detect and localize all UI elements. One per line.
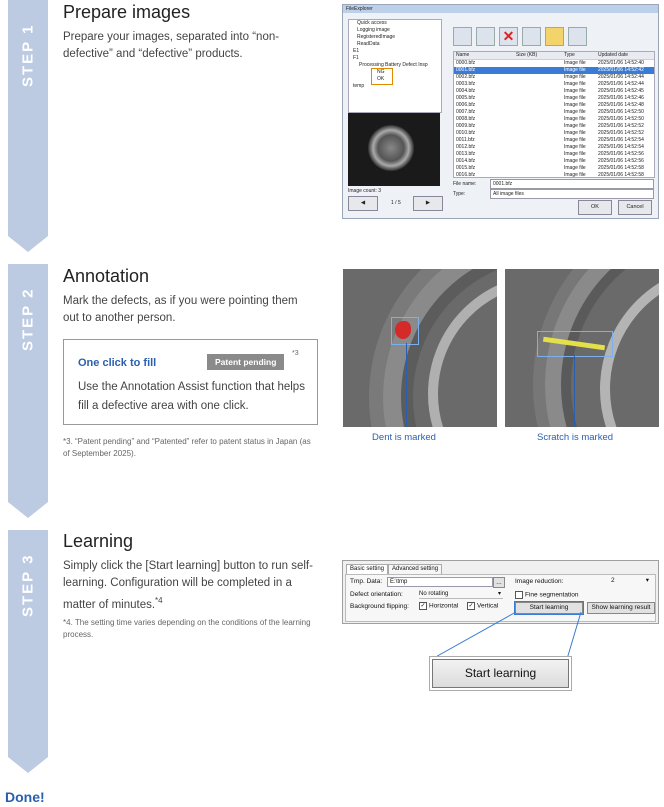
tree-item[interactable]: Processing Battery Defect Insp [359, 62, 428, 68]
defect-orientation-label: Defect orientation: [350, 591, 403, 598]
rename-icon[interactable] [522, 27, 541, 46]
pager: 1 / 5 [391, 200, 401, 206]
learning-settings-panel [342, 560, 659, 624]
file-cell-date: 2025/01/06 14:52:58 [598, 165, 644, 171]
image-reduction-label: Image reduction: [515, 578, 564, 585]
file-name-input[interactable]: 0001.bfz [490, 179, 654, 189]
checkbox-unchecked-icon [515, 591, 523, 599]
coin-image [368, 125, 414, 171]
fine-segmentation-checkbox[interactable] [515, 591, 578, 599]
delete-icon[interactable]: ✕ [499, 27, 518, 46]
file-cell-size [516, 102, 564, 109]
file-row[interactable] [454, 116, 654, 123]
patent-badge: Patent pending [207, 354, 284, 370]
file-cell-date: 2025/01/06 14:52:54 [598, 137, 644, 143]
tree-item-ok[interactable]: OK [377, 76, 385, 82]
step-2-title: Annotation [63, 266, 150, 286]
dent-leader-line [406, 343, 407, 427]
cancel-button[interactable]: Cancel [618, 200, 652, 215]
file-cell-type: Image file [564, 95, 586, 101]
file-cell-date: 2025/01/06 14:52:42 [598, 67, 644, 73]
file-row[interactable] [454, 130, 654, 137]
file-cell-size [516, 158, 564, 165]
file-cell-date: 2025/01/06 14:52:52 [598, 130, 644, 136]
file-cell-name: 0016.bfz [456, 172, 476, 178]
file-cell-type: Image file [564, 116, 586, 122]
col-type[interactable]: Type [564, 52, 575, 58]
tree-item[interactable]: Quick access [357, 20, 387, 26]
type-label: Type: [453, 191, 466, 197]
annotation-assist-callout [63, 339, 318, 425]
chevron-down-icon: ▾ [497, 591, 501, 597]
chevron-down-icon: ▾ [645, 577, 649, 584]
file-explorer-window [342, 4, 659, 219]
callout-text: Use the Annotation Assist function that helps fill a defective area with one click. [78, 381, 305, 412]
tree-item[interactable]: Logging image [357, 27, 390, 33]
step-1-text: Prepare your images, separated into “non-defective” and “defective” products. [63, 31, 280, 60]
tree-item[interactable]: ReadData [357, 41, 380, 47]
tab-basic-setting[interactable]: Basic setting [346, 564, 388, 574]
file-cell-date: 2025/01/06 14:52:46 [598, 95, 644, 101]
file-cell-date: 2025/01/06 14:52:50 [598, 109, 644, 115]
checkbox-checked-icon: ✓ [420, 603, 426, 609]
file-row[interactable] [454, 151, 654, 158]
file-cell-size [516, 95, 564, 102]
file-cell-name: 0014.bfz [456, 158, 476, 164]
file-cell-date: 2025/01/06 14:52:44 [598, 74, 644, 80]
file-cell-type: Image file [564, 151, 586, 157]
file-cell-name: 0000.bfz [456, 60, 476, 66]
file-cell-size [516, 74, 564, 81]
file-cell-size [516, 123, 564, 130]
file-list[interactable] [453, 51, 655, 178]
file-cell-name: 0003.bfz [456, 81, 476, 87]
dent-caption: Dent is marked [372, 432, 436, 443]
file-row[interactable] [454, 144, 654, 151]
step-3-note-ref: *4 [155, 596, 163, 605]
horizontal-label: Horizontal [429, 602, 459, 610]
step-3-title: Learning [63, 531, 134, 551]
file-cell-type: Image file [564, 88, 586, 94]
file-cell-date: 2025/01/06 14:52:45 [598, 88, 644, 94]
file-cell-date: 2025/01/06 14:52:48 [598, 102, 644, 108]
file-cell-type: Image file [564, 74, 586, 80]
file-row[interactable] [454, 172, 654, 178]
file-cell-date: 2025/01/06 14:52:50 [598, 116, 644, 122]
file-cell-size [516, 60, 564, 67]
scratch-caption: Scratch is marked [536, 432, 614, 443]
file-cell-name: 0012.bfz [456, 144, 476, 150]
image-count: Image count: 3 [348, 188, 382, 194]
prev-button[interactable]: ◀ [348, 196, 378, 211]
tmp-data-label: Tmp. Data: [350, 578, 383, 585]
tree-item[interactable]: F1 [353, 55, 359, 61]
scratch-marker-box [537, 331, 613, 357]
step-3-text [63, 558, 325, 614]
file-cell-size [516, 116, 564, 123]
file-cell-size [516, 81, 564, 88]
file-cell-name: 0005.bfz [456, 95, 476, 101]
start-learning-zoom-button[interactable]: Start learning [432, 659, 569, 688]
file-cell-date: 2025/01/06 14:52:56 [598, 158, 644, 164]
scratch-image [505, 269, 659, 427]
file-row[interactable] [454, 67, 654, 74]
file-list-header [454, 52, 654, 60]
file-cell-type: Image file [564, 109, 586, 115]
image-preview [348, 113, 440, 186]
background-flipping-label: Background flipping: [350, 603, 409, 610]
file-cell-type: Image file [564, 102, 586, 108]
file-row[interactable] [454, 109, 654, 116]
vertical-checkbox[interactable] [467, 602, 498, 610]
file-cell-name: 0006.bfz [456, 102, 476, 108]
fine-segmentation-label: Fine segmentation [525, 591, 579, 599]
ng-ok-highlight [371, 68, 393, 85]
tree-item[interactable]: temp [353, 83, 365, 89]
file-cell-size [516, 88, 564, 95]
file-cell-date: 2025/01/06 14:52:52 [598, 123, 644, 129]
done-label: Done! [5, 789, 45, 805]
step-rail-1-arrow [8, 236, 48, 252]
tree-item[interactable]: RegisteredImage [357, 34, 396, 40]
file-row[interactable] [454, 74, 654, 81]
type-select[interactable]: All image files [490, 189, 654, 199]
step-1-title: Prepare images [63, 2, 191, 22]
file-cell-size [516, 144, 564, 151]
file-cell-type: Image file [564, 137, 586, 143]
file-name-label: File name: [453, 181, 477, 187]
tmp-data-input[interactable]: E:\tmp [387, 577, 493, 587]
file-cell-date: 2025/01/06 14:52:58 [598, 172, 644, 178]
col-date[interactable]: Updated date [598, 52, 629, 58]
file-row[interactable] [454, 81, 654, 88]
orientation-select[interactable] [419, 590, 503, 599]
file-cell-size [516, 109, 564, 116]
vertical-label: Vertical [477, 602, 499, 610]
ok-button[interactable]: OK [578, 200, 612, 215]
file-cell-type: Image file [564, 60, 586, 66]
file-row[interactable] [454, 88, 654, 95]
file-cell-name: 0007.bfz [456, 109, 476, 115]
file-cell-size [516, 137, 564, 144]
badge-ref: *3 [292, 350, 299, 357]
step-3-label: STEP 3 [19, 553, 37, 617]
file-row[interactable] [454, 165, 654, 172]
step-rail-3-arrow [8, 757, 48, 773]
file-cell-size [516, 172, 564, 178]
file-cell-name: 0010.bfz [456, 130, 476, 136]
horizontal-checkbox[interactable] [419, 602, 458, 610]
start-learning-button[interactable]: Start learning [515, 602, 583, 614]
file-cell-date: 2025/01/06 14:52:44 [598, 81, 644, 87]
file-cell-name: 0011.bfz [456, 137, 475, 143]
file-cell-name: 0013.bfz [456, 151, 476, 157]
file-cell-name: 0002.bfz [456, 74, 476, 80]
col-size[interactable]: Size (KB) [516, 52, 538, 58]
file-cell-name: 0015.bfz [456, 165, 476, 171]
file-cell-name: 0004.bfz [456, 88, 476, 94]
step-2-label: STEP 2 [19, 287, 37, 351]
step-1-label: STEP 1 [19, 23, 37, 87]
window-title: FileExplorer [343, 5, 658, 13]
note-4: *4. The setting time varies depending on the conditions of the learning process. [63, 618, 311, 639]
step-3-body: Simply click the [Start learning] button to run self-learning. Configuration will be completed in a matter of minutes. [63, 560, 313, 611]
callout-title: One click to fill [78, 357, 157, 369]
file-cell-size [516, 165, 564, 172]
file-row[interactable] [454, 123, 654, 130]
file-cell-type: Image file [564, 158, 586, 164]
file-row[interactable] [454, 102, 654, 109]
step-rail-2-arrow [8, 502, 48, 518]
view-icon[interactable] [568, 27, 587, 46]
file-cell-size [516, 130, 564, 137]
file-cell-size [516, 67, 564, 74]
file-cell-date: 2025/01/06 14:52:54 [598, 144, 644, 150]
copy-icon[interactable] [453, 27, 472, 46]
dent-marker-box [391, 317, 419, 345]
file-cell-type: Image file [564, 172, 586, 178]
folder-tree[interactable] [348, 19, 442, 113]
file-row[interactable] [454, 158, 654, 165]
file-row[interactable] [454, 60, 654, 67]
file-cell-type: Image file [564, 81, 586, 87]
file-cell-size [516, 151, 564, 158]
tree-item-ng[interactable]: NG [377, 69, 385, 75]
file-cell-date: 2025/01/06 14:52:56 [598, 151, 644, 157]
dent-image [343, 269, 497, 427]
tree-item[interactable]: E1 [353, 48, 360, 54]
tab-advanced-setting[interactable]: Advanced setting [388, 564, 442, 574]
file-cell-date: 2025/01/06 14:52:40 [598, 60, 644, 66]
orientation-value: No rotating [419, 591, 449, 597]
file-cell-name: 0009.bfz [456, 123, 476, 129]
file-row[interactable] [454, 137, 654, 144]
file-cell-type: Image file [564, 123, 586, 129]
file-cell-name: 0001.bfz [456, 67, 476, 73]
next-button[interactable]: ▶ [413, 196, 443, 211]
paste-icon[interactable] [476, 27, 495, 46]
step-2-text: Mark the defects, as if you were pointing them out to another person. [63, 295, 298, 324]
file-cell-type: Image file [564, 130, 586, 136]
file-cell-type: Image file [564, 67, 586, 73]
folder-icon[interactable] [545, 27, 564, 46]
reduction-value: 2 [611, 577, 615, 584]
image-reduction-select[interactable] [611, 577, 651, 585]
note-3: *3. “Patent pending” and “Patented” refer to patent status in Japan (as of September 2025). [63, 437, 311, 458]
browse-button[interactable]: ... [493, 577, 505, 588]
file-cell-name: 0008.bfz [456, 116, 476, 122]
col-name[interactable]: Name [456, 52, 470, 58]
show-learning-result-button[interactable]: Show learning result [587, 602, 655, 614]
file-cell-type: Image file [564, 144, 586, 150]
checkbox-checked-icon: ✓ [468, 603, 474, 609]
file-cell-type: Image file [564, 165, 586, 171]
file-row[interactable] [454, 95, 654, 102]
scratch-leader-line [574, 355, 575, 427]
